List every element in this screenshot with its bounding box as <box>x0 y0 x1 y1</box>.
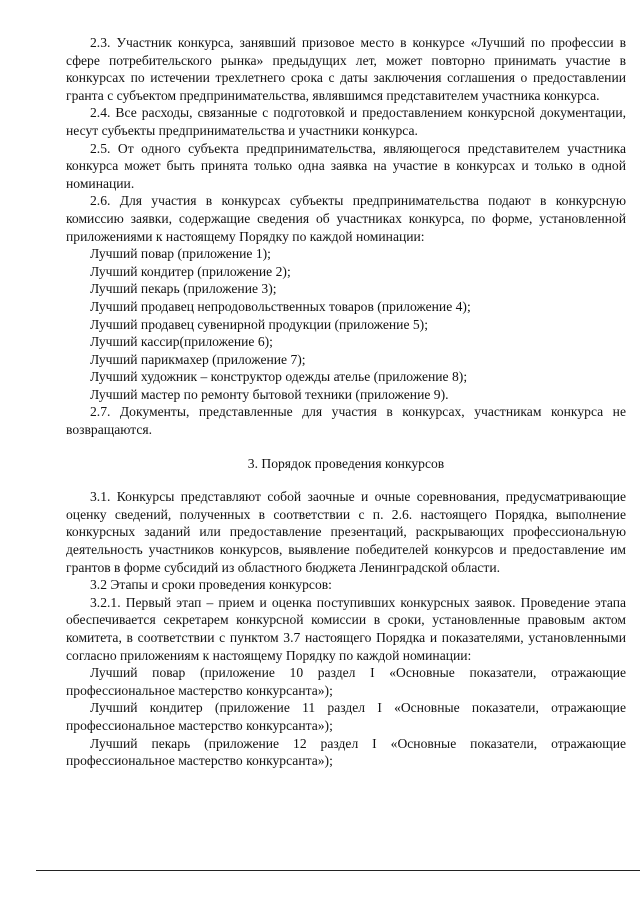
criteria-item: Лучший пекарь (приложение 12 раздел I «Основные показатели, отражающие профессиональное мастерство конкурсанта»); <box>66 735 626 769</box>
paragraph-2-7: 2.7. Документы, представленные для участия в конкурсах, участникам конкурса не возвращаются. <box>66 404 626 438</box>
paragraph-2-4: 2.4. Все расходы, связанные с подготовкой и предоставлением конкурсной документации, несут субъекты предпринимательства и участники конкурса. <box>66 105 626 138</box>
paragraph-2-5: 2.5. От одного субъекта предпринимательства, являющегося представителем участника конкурса может быть принята только одна заявка на участие в конкурсах и только в одной номинации. <box>66 140 626 191</box>
nomination-item: Лучший кондитер (приложение 2); <box>90 263 291 279</box>
page-bottom-rule <box>36 870 640 871</box>
paragraph-2-3: 2.3. Участник конкурса, занявший призовое место в конкурсе «Лучший по профессии в сфере потребительского рынка» предыдущих лет, может повторно принимать участие в конкурсах по истечении трехлетнего срока с даты заключения соглашения о предоставлении гранта с субъектом предпринимательства, являвшимся представителем участника конкурса. <box>66 35 626 103</box>
nomination-item: Лучший парикмахер (приложение 7); <box>90 351 306 367</box>
nomination-item: Лучший повар (приложение 1); <box>90 246 271 262</box>
document-page <box>66 34 626 770</box>
nomination-list <box>66 245 626 403</box>
criteria-item: Лучший повар (приложение 10 раздел I «Основные показатели, отражающие профессиональное мастерство конкурсанта»); <box>66 665 626 698</box>
paragraph-3-1: 3.1. Конкурсы представляют собой заочные и очные соревнования, предусматривающие оценку сведений, полученных в соответствии с п. 2.6. настоящего Порядка, выполнение конкурсных заданий или предоставление презентаций, раскрывающих профессиональную деятельность участников конкурсов, выявление победителей конкурсов и предоставление им грантов в форме субсидий из областного бюджета Ленинградской области. <box>66 489 626 575</box>
paragraph-3-2-1: 3.2.1. Первый этап – прием и оценка поступивших конкурсных заявок. Проведение этапа обеспечивается секретарем конкурсной комиссии в сроки, установленные правовым актом комитета, в соответствии с пунктом 3.7 настоящего Порядка и показателями, установленными согласно приложениям к настоящему Порядку по каждой номинации: <box>66 594 626 663</box>
section-heading: 3. Порядок проведения конкурсов <box>247 455 445 471</box>
paragraph-2-6: 2.6. Для участия в конкурсах субъекты предпринимательства подают в конкурсную комиссию заявки, содержащие сведения об участниках конкурса, по форме, установленной приложениями к настоящему Порядку по каждой номинации: <box>66 193 626 244</box>
nomination-item: Лучший мастер по ремонту бытовой техники (приложение 9). <box>90 386 449 402</box>
nomination-item: Лучший пекарь (приложение 3); <box>90 281 277 297</box>
paragraph-3-2: 3.2 Этапы и сроки проведения конкурсов: <box>90 577 332 593</box>
nomination-item: Лучший продавец непродовольственных товаров (приложение 4); <box>90 298 471 314</box>
nomination-item: Лучший художник – конструктор одежды ателье (приложение 8); <box>90 369 468 385</box>
nomination-item: Лучший кассир(приложение 6); <box>90 334 273 350</box>
criteria-item: Лучший кондитер (приложение 11 раздел I «Основные показатели, отражающие профессиональное мастерство конкурсанта»); <box>66 700 626 733</box>
nomination-item: Лучший продавец сувенирной продукции (приложение 5); <box>90 316 428 332</box>
